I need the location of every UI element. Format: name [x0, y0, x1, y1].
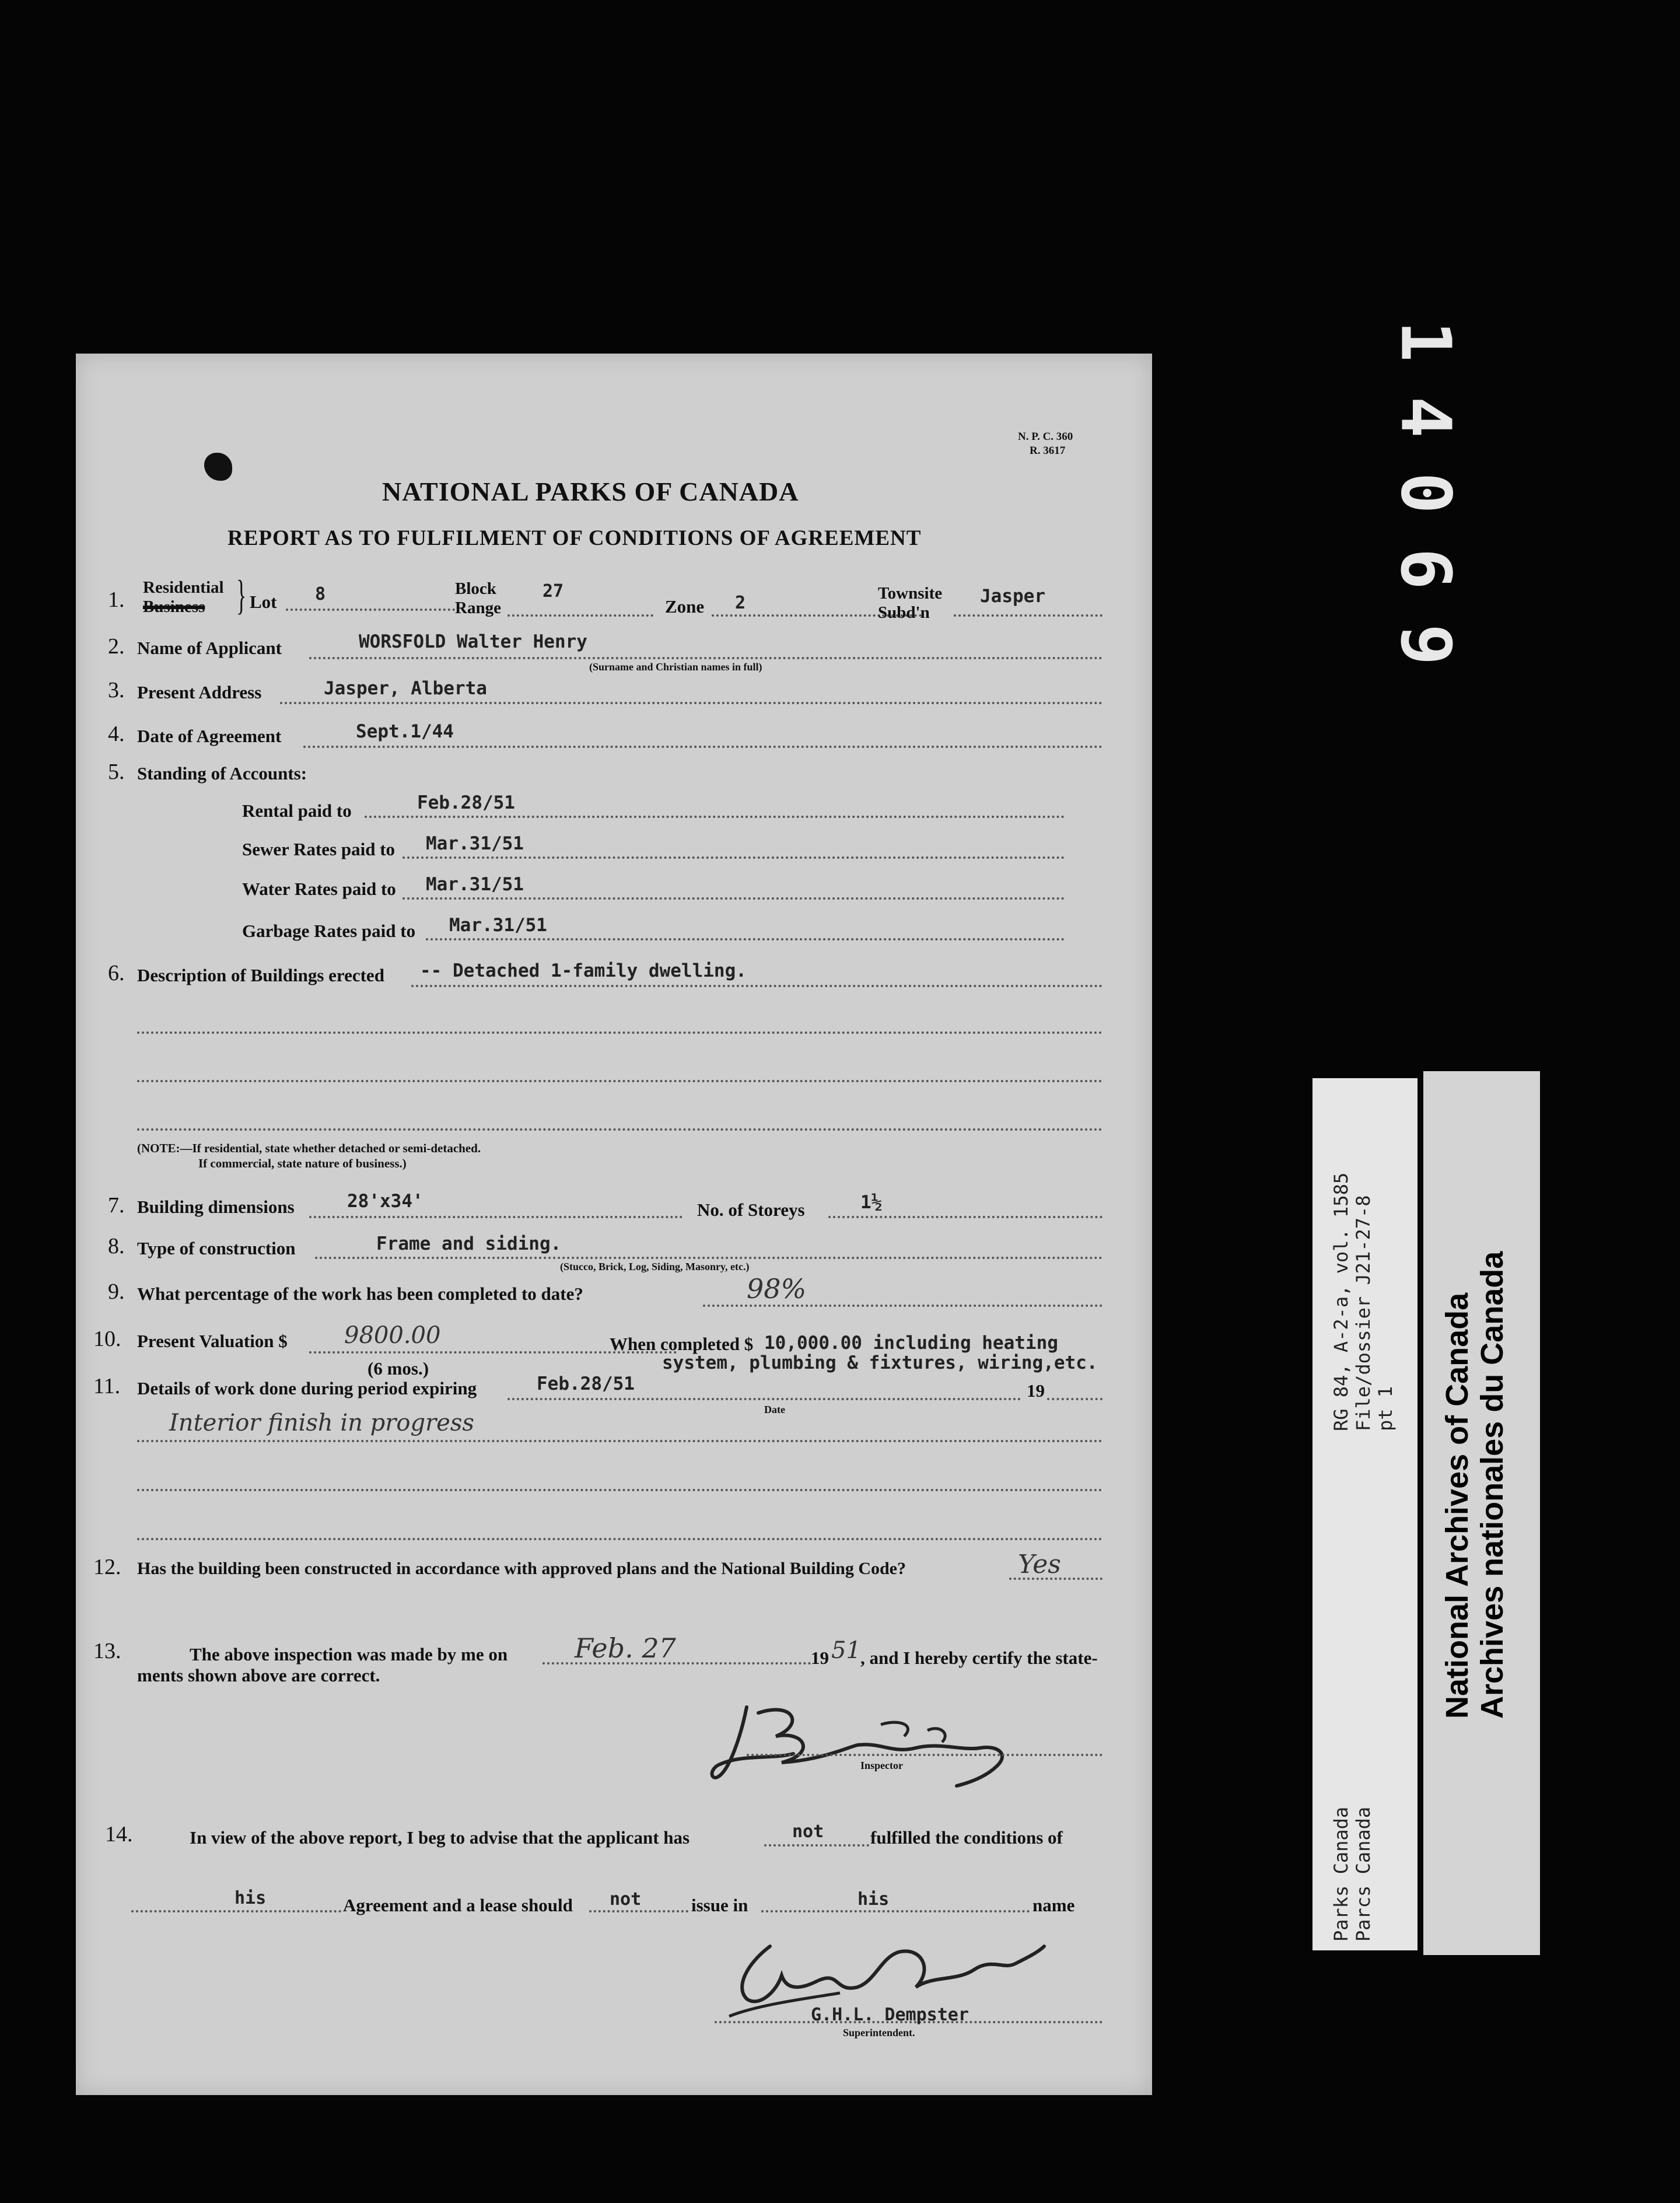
block-value: 27 — [542, 581, 564, 602]
item-number: 10. — [93, 1327, 121, 1351]
frame-digit: 0 — [1385, 472, 1466, 514]
subdn-label: Subd'n — [878, 603, 930, 622]
item-number: 5. — [108, 760, 125, 784]
percentage-line — [703, 1305, 1102, 1307]
frame-number — [1385, 303, 1466, 683]
frame-digit: 4 — [1385, 396, 1466, 438]
his-value-2: his — [858, 1889, 890, 1910]
code-compliance-line — [1009, 1578, 1102, 1580]
zone-label: Zone — [665, 596, 705, 617]
his-line-1 — [131, 1910, 341, 1912]
agreement-date-value: Sept.1/44 — [356, 721, 454, 742]
water-line — [402, 897, 1065, 900]
completed-value-cont: system, plumbing & fixtures, wiring,etc. — [662, 1352, 1098, 1373]
zone-value: 2 — [735, 593, 746, 613]
date-caption: Date — [764, 1404, 785, 1415]
inspection-certify: , and I hereby certify the state- — [860, 1648, 1098, 1668]
item-number: 12. — [93, 1555, 121, 1579]
storeys-label: No. of Storeys — [697, 1200, 805, 1220]
townsite-value: Jasper — [980, 586, 1045, 607]
percentage-value: 98% — [747, 1273, 807, 1305]
rental-label: Rental paid to — [242, 800, 352, 821]
address-value: Jasper, Alberta — [324, 678, 487, 699]
storeys-value: 1½ — [860, 1192, 883, 1213]
inspector-caption: Inspector — [860, 1760, 903, 1771]
inspection-correct: ments shown above are correct. — [137, 1665, 380, 1686]
item-number: 1. — [108, 588, 125, 612]
his-line-2 — [761, 1910, 1030, 1912]
rental-value: Feb.28/51 — [417, 792, 515, 813]
applicant-line — [309, 657, 1102, 659]
address-label: Present Address — [137, 682, 262, 702]
archives-name-en: National Archives of Canada — [1440, 1292, 1475, 1719]
archives-name — [1440, 1251, 1510, 1719]
should-value: not — [610, 1889, 642, 1910]
storeys-line — [828, 1216, 1102, 1218]
form-code: N. P. C. 360 — [1018, 431, 1073, 443]
should-line — [589, 1910, 688, 1912]
inspection-date-line — [542, 1662, 811, 1665]
parks-line-fr: Parcs Canada — [1352, 1806, 1374, 1942]
details-line-1 — [137, 1440, 1102, 1442]
superintendent-caption: Superintendent. — [843, 2027, 915, 2038]
dimensions-label: Building dimensions — [137, 1197, 295, 1217]
sewer-value: Mar.31/51 — [426, 833, 524, 854]
lot-value: 8 — [315, 584, 326, 604]
buildings-line-3 — [137, 1080, 1102, 1082]
inspector-signature — [706, 1690, 1032, 1795]
inspection-date: Feb. 27 — [575, 1632, 676, 1664]
completed-label: When completed $ — [610, 1334, 754, 1354]
address-line — [280, 702, 1102, 704]
completed-value: 10,000.00 including heating — [764, 1333, 1058, 1354]
frame-digit: 1 — [1385, 320, 1466, 362]
details-line-3 — [137, 1538, 1102, 1540]
applicant-value: WORSFOLD Walter Henry — [359, 631, 587, 652]
ink-blot — [204, 453, 232, 481]
reference-line-1: RG 84, A-2-a, vol. 1585 — [1330, 1172, 1352, 1431]
his-value-1: his — [235, 1888, 267, 1908]
period-value: (6 mos.) — [368, 1358, 429, 1379]
buildings-note-2: If commercial, state nature of business.) — [198, 1156, 407, 1170]
report-form — [76, 354, 1152, 2095]
form-revision: R. 3617 — [1030, 445, 1066, 457]
item-number: 2. — [108, 634, 125, 659]
water-value: Mar.31/51 — [426, 874, 524, 895]
applicant-note: (Surname and Christian names in full) — [589, 661, 762, 673]
archive-reference-label — [1312, 1078, 1418, 1950]
percentage-label: What percentage of the work has been completed to date? — [137, 1284, 583, 1304]
parks-line-en: Parks Canada — [1330, 1806, 1352, 1942]
buildings-value: -- Detached 1-family dwelling. — [420, 960, 747, 981]
construction-value: Frame and siding. — [376, 1233, 562, 1254]
page-title: NATIONAL PARKS OF CANADA — [382, 477, 799, 506]
buildings-line — [411, 985, 1102, 987]
frame-digit: 6 — [1385, 548, 1466, 590]
has-value: not — [792, 1821, 824, 1842]
range-label: Range — [455, 599, 501, 617]
expiry-date-line — [508, 1398, 1021, 1400]
lot-line — [286, 609, 455, 611]
dimensions-line — [309, 1216, 682, 1218]
valuation-label: Present Valuation $ — [137, 1331, 288, 1351]
superintendent-name: G.H.L. Dempster — [811, 2005, 969, 2025]
rental-line — [365, 816, 1065, 818]
archives-name-fr: Archives nationales du Canada — [1475, 1251, 1510, 1719]
archives-canada-label — [1423, 1071, 1540, 1955]
construction-line — [315, 1257, 1102, 1259]
garbage-value: Mar.31/51 — [449, 915, 547, 936]
code-compliance-label: Has the building been constructed in accordance with approved plans and the National Building Code? — [137, 1559, 906, 1578]
item-number: 11. — [93, 1374, 121, 1398]
inspection-text: The above inspection was made by me on — [190, 1644, 508, 1665]
item-number: 14. — [105, 1822, 133, 1847]
inspector-line — [747, 1754, 1102, 1756]
brace: } — [236, 572, 247, 618]
archive-reference-text — [1330, 1173, 1396, 1431]
item-number: 13. — [93, 1639, 121, 1663]
construction-note: (Stucco, Brick, Log, Siding, Masonry, etc.) — [560, 1261, 750, 1272]
item-number: 7. — [108, 1193, 125, 1218]
details-value: Interior finish in progress — [169, 1410, 474, 1436]
inspection-year-prefix: 19 — [811, 1648, 829, 1668]
item-number: 6. — [108, 961, 125, 985]
type-business-struck: Business — [143, 597, 205, 616]
item-number: 8. — [108, 1234, 125, 1258]
sewer-line — [402, 856, 1065, 859]
parks-canada-text — [1330, 1807, 1374, 1942]
details-line-2 — [137, 1489, 1102, 1491]
year-line — [1047, 1398, 1102, 1400]
code-compliance-value: Yes — [1018, 1550, 1061, 1579]
buildings-note-1: (NOTE:—If residential, state whether detached or semi-detached. — [137, 1141, 481, 1155]
valuation-value: 9800.00 — [344, 1322, 441, 1349]
type-residential: Residential — [143, 578, 224, 597]
garbage-label: Garbage Rates paid to — [242, 921, 416, 941]
construction-label: Type of construction — [137, 1238, 296, 1258]
lease-text: Agreement and a lease should — [343, 1895, 573, 1915]
townsite-label: Townsite — [878, 584, 943, 603]
item-number: 4. — [108, 722, 125, 746]
water-label: Water Rates paid to — [242, 879, 396, 899]
sewer-label: Sewer Rates paid to — [242, 839, 396, 859]
issue-text: issue in — [691, 1895, 748, 1915]
agreement-date-label: Date of Agreement — [137, 726, 282, 746]
expiry-date-value: Feb.28/51 — [537, 1373, 635, 1394]
block-line — [508, 614, 653, 617]
buildings-line-4 — [137, 1128, 1102, 1131]
page-subtitle: REPORT AS TO FULFILMENT OF CONDITIONS OF AGREEMENT — [228, 526, 922, 550]
reference-line-2: File/dossier J21-27-8 — [1352, 1195, 1374, 1431]
item-number: 3. — [108, 678, 125, 702]
block-label: Block — [455, 579, 496, 598]
advise-text-cont: fulfilled the conditions of — [870, 1827, 1063, 1848]
details-label: Details of work done during period expiring — [137, 1378, 477, 1398]
inspection-year: 51 — [831, 1637, 861, 1664]
buildings-line-2 — [137, 1031, 1102, 1034]
townsite-line — [954, 614, 1102, 617]
has-line — [764, 1844, 869, 1847]
advise-text: In view of the above report, I beg to advise that the applicant has — [190, 1827, 690, 1848]
year-label: 19 — [1027, 1380, 1045, 1401]
agreement-date-line — [303, 746, 1102, 748]
name-text: name — [1032, 1895, 1075, 1915]
applicant-label: Name of Applicant — [137, 638, 282, 658]
reference-line-3: pt 1 — [1374, 1386, 1396, 1431]
garbage-line — [426, 938, 1065, 940]
item-number: 9. — [108, 1279, 125, 1304]
lot-label: Lot — [250, 592, 277, 612]
dimensions-value: 28'x34' — [347, 1191, 424, 1212]
frame-digit: 9 — [1385, 624, 1466, 666]
buildings-label: Description of Buildings erected — [137, 965, 384, 985]
accounts-label: Standing of Accounts: — [137, 763, 307, 784]
